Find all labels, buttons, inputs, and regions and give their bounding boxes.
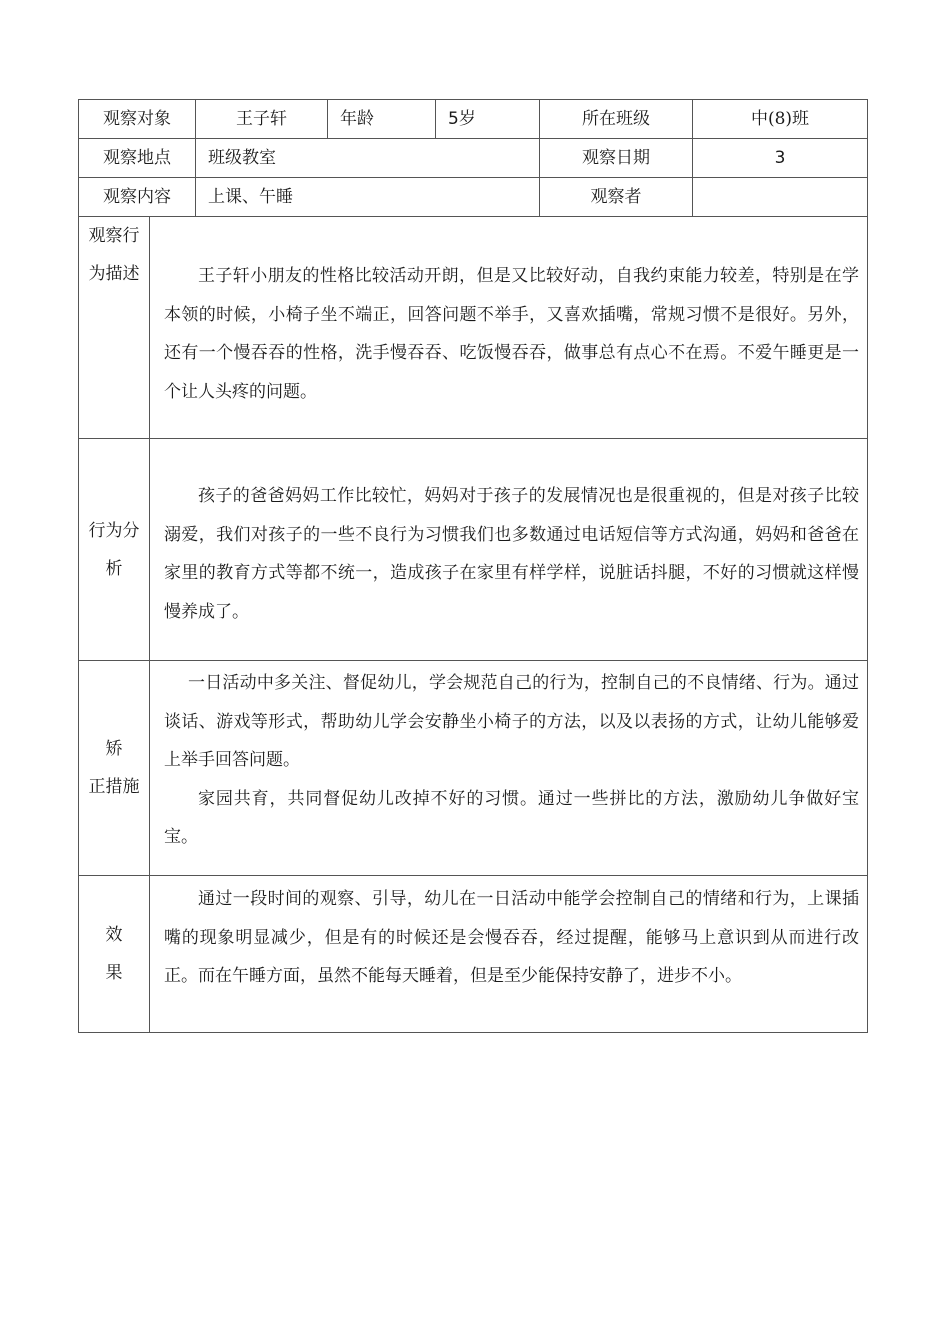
subject-label: 观察对象: [79, 100, 196, 139]
observation-table: [78, 99, 868, 1033]
measures-para-1: 一日活动中多关注、督促幼儿，学会规范自己的行为，控制自己的不良情绪、行为。通过谈话、游戏等形式，帮助幼儿学会安静坐小椅子的方法，以及以表扬的方式，让幼儿能够爱上举手回答问题。: [164, 673, 859, 770]
analysis-label: [79, 439, 150, 661]
observer-label: 观察者: [540, 178, 693, 217]
measures-para-2: 家园共育，共同督促幼儿改掉不好的习惯。通过一些拼比的方法，激励幼儿争做好宝宝。: [164, 788, 859, 847]
measures-description: [150, 661, 868, 876]
observer-value: [693, 178, 868, 217]
header-row-3: [79, 178, 868, 217]
place-value: 班级教室: [196, 139, 540, 178]
class-value: 中(8)班: [693, 100, 868, 139]
place-label: 观察地点: [79, 139, 196, 178]
age-label: 年龄: [328, 100, 436, 139]
measures-label-line2: 正措施: [88, 777, 140, 797]
effect-text: 通过一段时间的观察、引导，幼儿在一日活动中能学会控制自己的情绪和行为，上课插嘴的现象明显减少，但是有的时候还是会慢吞吞，经过提醒，能够马上意识到从而进行改正。而在午睡方面，虽然不能每天睡着，但是至少能保持安静了，进步不小。: [164, 889, 859, 986]
behavior-text: 王子轩小朋友的性格比较活动开朗，但是又比较好动，自我约束能力较差，特别是在学本领的时候，小椅子坐不端正，回答问题不举手，又喜欢插嘴，常规习惯不是很好。另外，还有一个慢吞吞的性格，洗手慢吞吞、吃饭慢吞吞，做事总有点心不在焉。不爱午睡更是一个让人头疼的问题。: [164, 266, 859, 402]
effect-label: [79, 876, 150, 1033]
date-value: 3: [693, 139, 868, 178]
analysis-label-line1: 行为分: [88, 520, 140, 541]
content-value: 上课、午睡: [196, 178, 540, 217]
analysis-text: 孩子的爸爸妈妈工作比较忙，妈妈对于孩子的发展情况也是很重视的，但是对孩子比较溺爱，我们对孩子的一些不良行为习惯我们也多数通过电话短信等方式沟通，妈妈和爸爸在家里的教育方式等都不统一，造成孩子在家里有样学样，说脏话抖腿，不好的习惯就这样慢慢养成了。: [164, 486, 859, 622]
effect-label-line1: 效: [105, 925, 123, 945]
effect-description: [150, 876, 868, 1033]
date-label: 观察日期: [540, 139, 693, 178]
age-value: 5岁: [436, 100, 540, 139]
behavior-label-line1: 观察行: [88, 226, 140, 246]
analysis-row: [79, 439, 868, 661]
measures-label: [79, 661, 150, 876]
measures-label-line1: 矫: [105, 739, 123, 759]
observation-record-sheet: [78, 99, 867, 1033]
analysis-label-line2: 析: [105, 558, 123, 579]
measures-row: [79, 661, 868, 876]
behavior-row: [79, 217, 868, 439]
behavior-label: [79, 217, 150, 439]
behavior-description: [150, 217, 868, 439]
class-label: 所在班级: [540, 100, 693, 139]
behavior-label-line2: 为描述: [88, 264, 140, 284]
header-row-1: [79, 100, 868, 139]
header-row-2: [79, 139, 868, 178]
subject-value: 王子轩: [196, 100, 328, 139]
analysis-description: [150, 439, 868, 661]
effect-row: [79, 876, 868, 1033]
effect-label-line2: 果: [105, 963, 123, 983]
content-label: 观察内容: [79, 178, 196, 217]
